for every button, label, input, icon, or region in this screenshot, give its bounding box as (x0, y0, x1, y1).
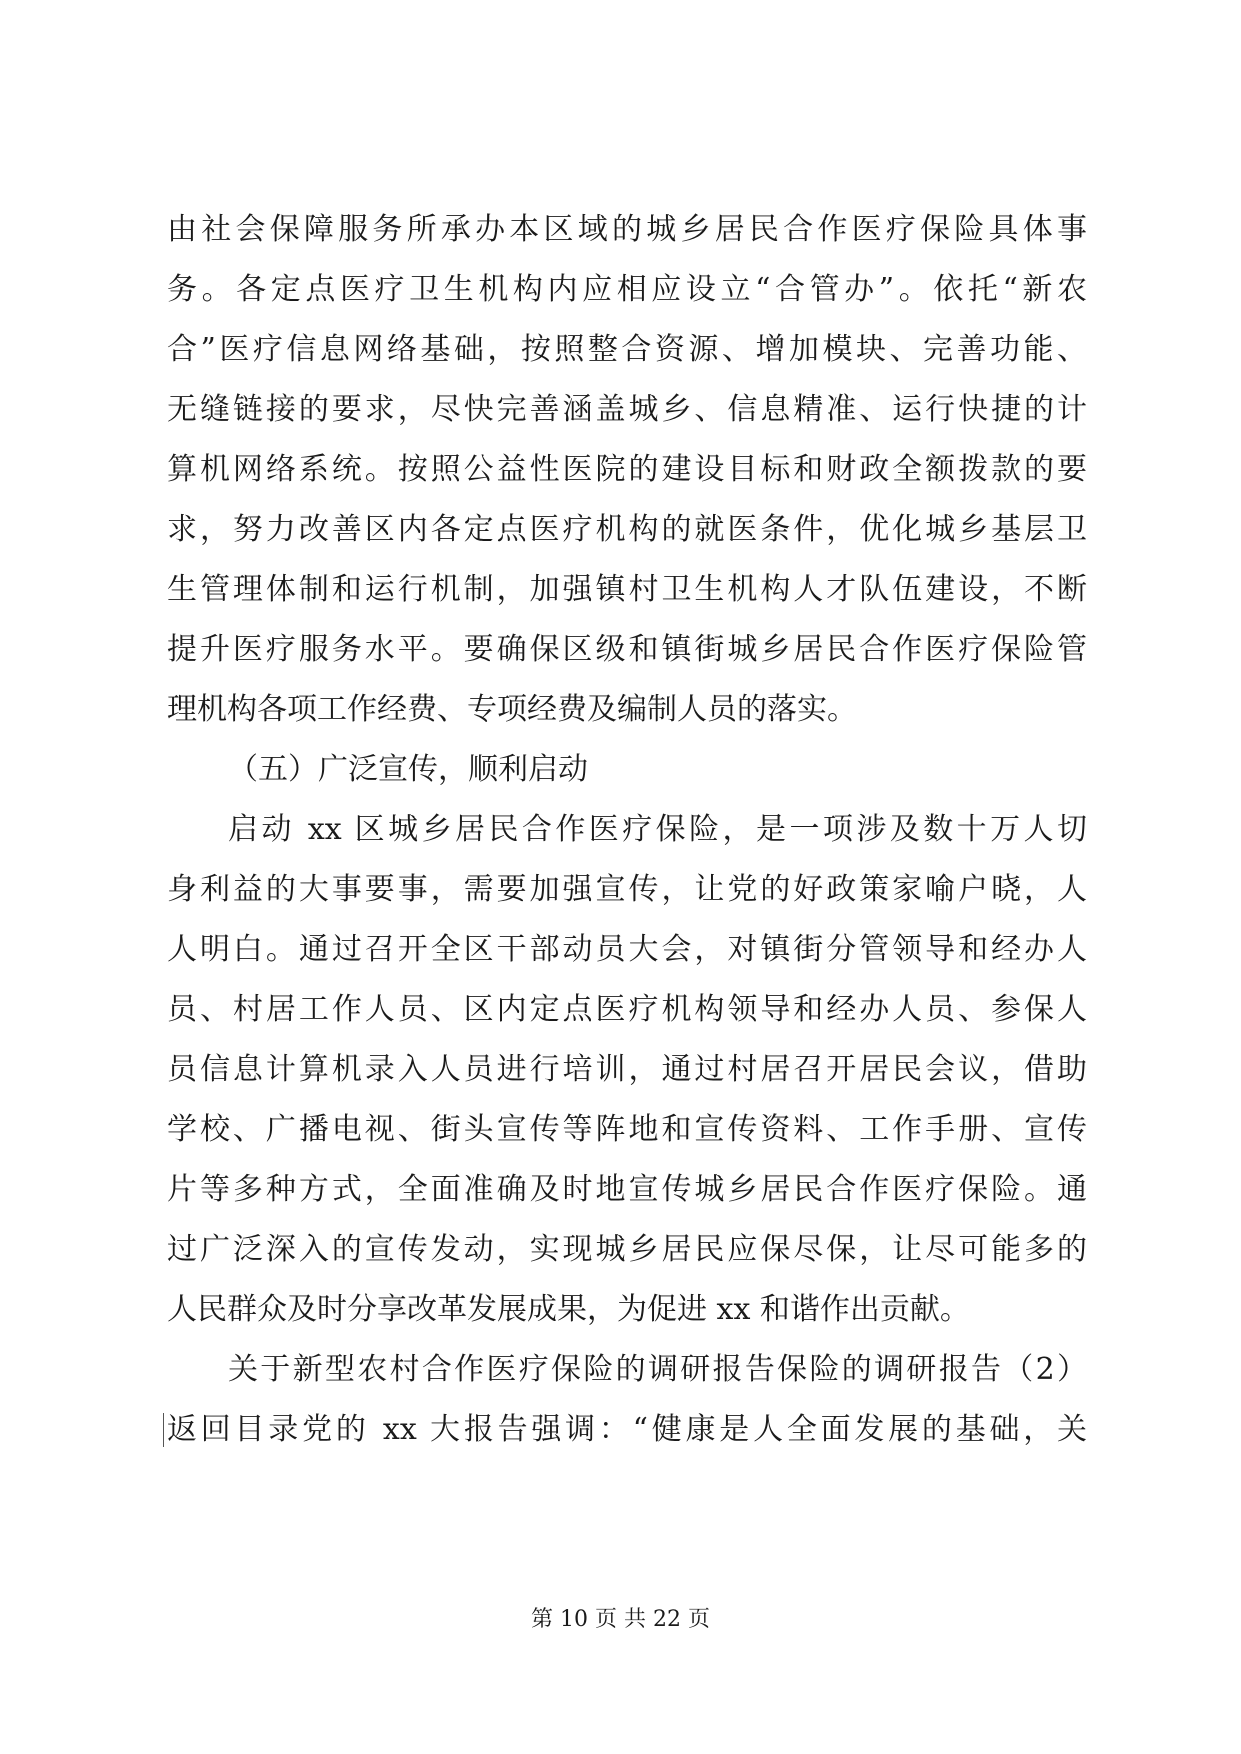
body-text-line: 务。各定点医疗卫生机构内应相应设立“合管办”。依托“新农 (167, 272, 1087, 307)
page-footer: 第 10 页 共 22 页 (531, 1607, 710, 1632)
body-text-line: 启动 xx 区城乡居民合作医疗保险，是一项涉及数十万人切 (228, 812, 1087, 847)
body-text-line: 身利益的大事要事，需要加强宣传，让党的好政策家喻户晓，人 (167, 872, 1087, 907)
body-text-line: 算机网络系统。按照公益性医院的建设目标和财政全额拨款的要 (167, 452, 1087, 487)
section-heading: （五）广泛宣传，顺利启动 (228, 752, 588, 787)
body-text-line: 员信息计算机录入人员进行培训，通过村居召开居民会议，借助 (167, 1052, 1087, 1087)
body-text-line: 返回目录党的 xx 大报告强调：“健康是人全面发展的基础，关 (167, 1412, 1087, 1447)
body-text-line: 无缝链接的要求，尽快完善涵盖城乡、信息精准、运行快捷的计 (167, 392, 1087, 427)
text-cursor (163, 1413, 164, 1447)
body-text-line: 片等多种方式，全面准确及时地宣传城乡居民合作医疗保险。通 (167, 1172, 1087, 1207)
body-text-line: 学校、广播电视、街头宣传等阵地和宣传资料、工作手册、宣传 (167, 1112, 1087, 1147)
body-text-line: 由社会保障服务所承办本区域的城乡居民合作医疗保险具体事 (167, 212, 1087, 247)
body-text-line: 员、村居工作人员、区内定点医疗机构领导和经办人员、参保人 (167, 992, 1087, 1027)
body-text-line: 人民群众及时分享改革发展成果，为促进 xx 和谐作出贡献。 (167, 1292, 970, 1327)
body-text-line: 理机构各项工作经费、专项经费及编制人员的落实。 (167, 692, 857, 727)
body-text-line: 生管理体制和运行机制，加强镇村卫生机构人才队伍建设，不断 (167, 572, 1087, 607)
report-title-line: 关于新型农村合作医疗保险的调研报告保险的调研报告（2） (228, 1352, 1087, 1387)
body-text-line: 提升医疗服务水平。要确保区级和镇街城乡居民合作医疗保险管 (167, 632, 1087, 667)
body-text-line: 人明白。通过召开全区干部动员大会，对镇街分管领导和经办人 (167, 932, 1087, 967)
body-text-line: 求，努力改善区内各定点医疗机构的就医条件，优化城乡基层卫 (167, 512, 1087, 547)
body-text-line: 合”医疗信息网络基础，按照整合资源、增加模块、完善功能、 (167, 332, 1087, 367)
body-text-line: 过广泛深入的宣传发动，实现城乡居民应保尽保，让尽可能多的 (167, 1232, 1087, 1267)
